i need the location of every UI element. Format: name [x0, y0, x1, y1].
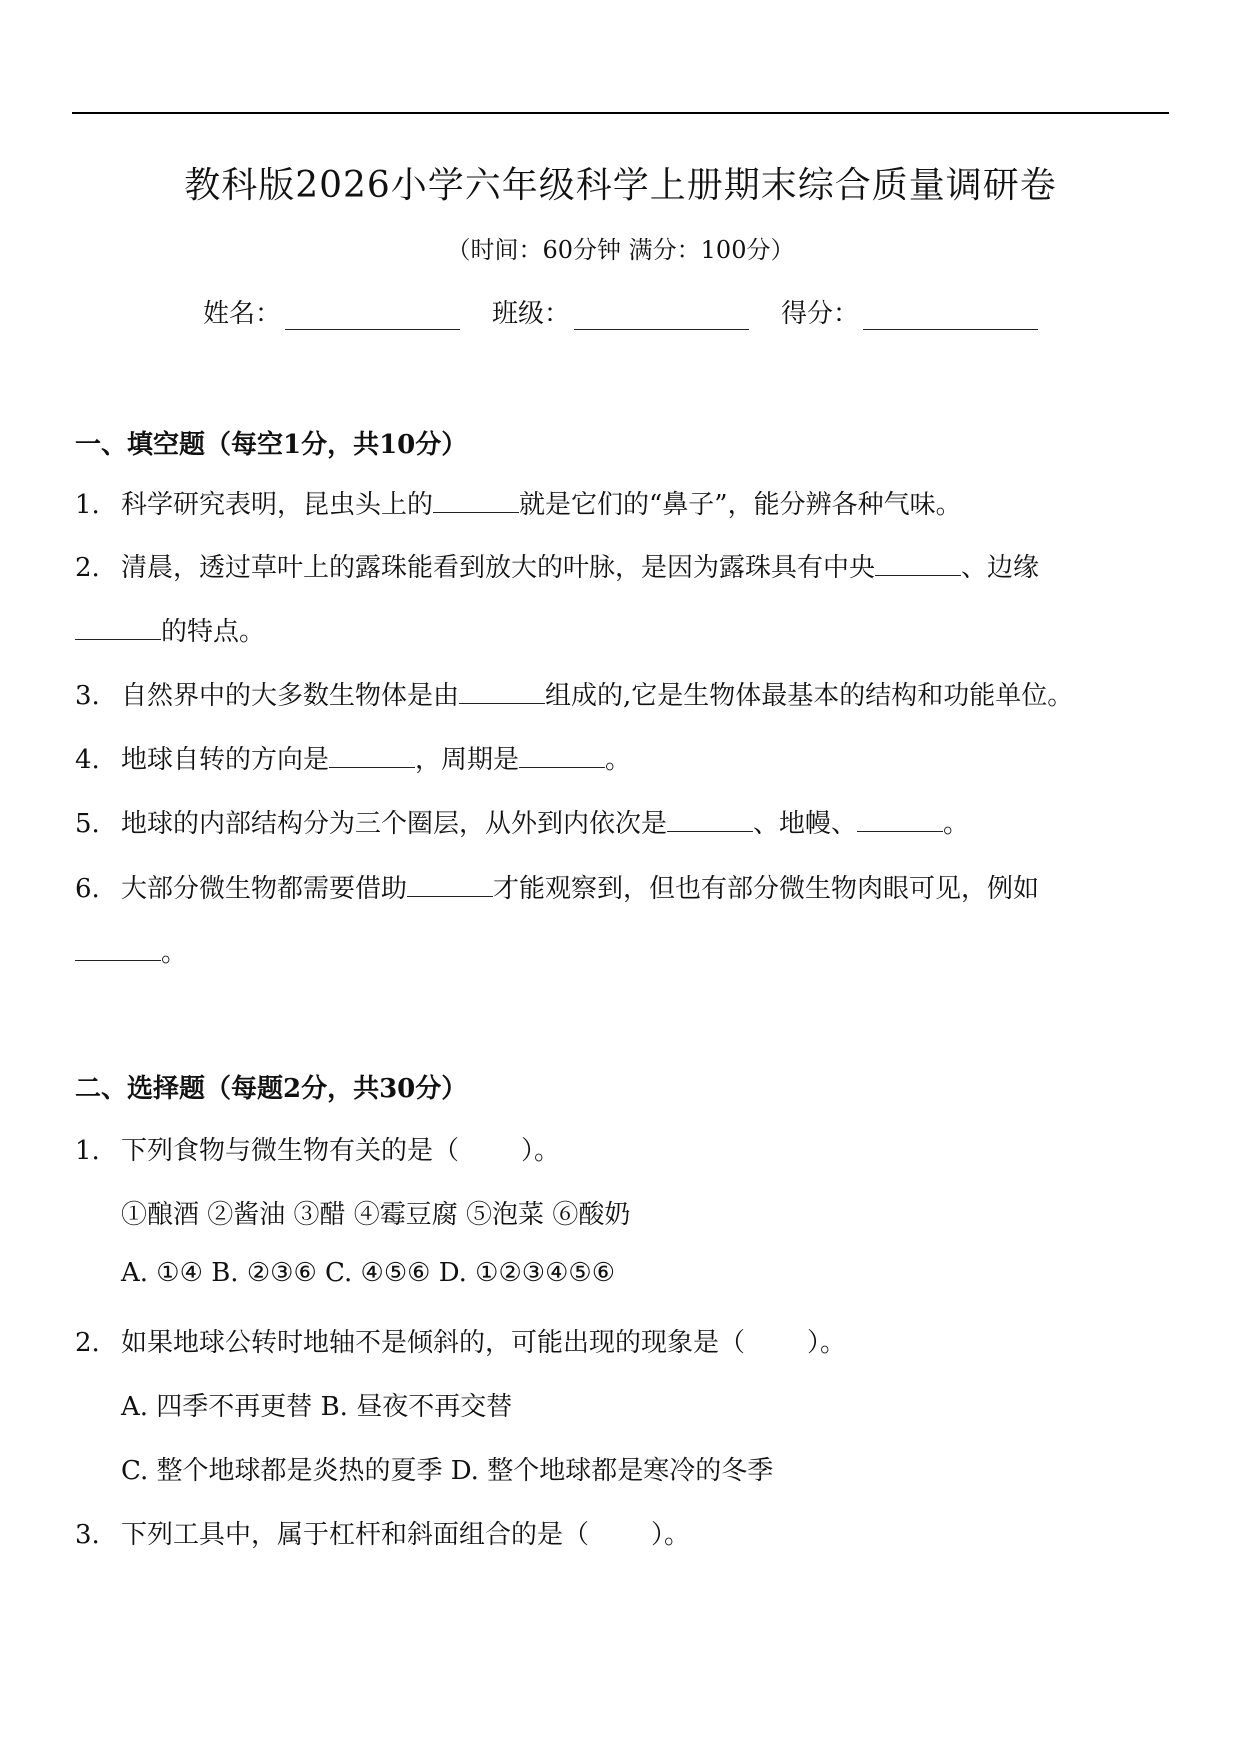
answer-blank[interactable] — [75, 617, 161, 640]
answer-blank[interactable] — [857, 809, 943, 832]
question-text: 。 — [605, 745, 632, 775]
answer-blank[interactable] — [459, 681, 545, 704]
question-text: 大部分微生物都需要借助 — [121, 874, 408, 904]
question-text: 的特点。 — [161, 617, 266, 647]
question-text: 清晨，透过草叶上的露珠能看到放大的叶脉，是因为露珠具有中央 — [121, 553, 876, 583]
class-field[interactable] — [492, 293, 749, 330]
student-info — [0, 293, 1241, 330]
question-number: 3. — [75, 681, 100, 711]
question-1-6-cont — [75, 932, 187, 969]
score-blank[interactable] — [863, 299, 1038, 330]
question-text: 、地幔、 — [753, 809, 858, 839]
name-field[interactable] — [203, 293, 460, 330]
answer-blank[interactable] — [329, 745, 415, 768]
question-2-2 — [75, 1322, 846, 1359]
question-text: 如果地球公转时地轴不是倾斜的，可能出现的现象是（ — [121, 1328, 746, 1358]
question-number: 2. — [75, 553, 100, 583]
question-2-2-options-cd: C. 整个地球都是炎热的夏季 D. 整个地球都是寒冷的冬季 — [121, 1456, 774, 1486]
question-1-1 — [75, 484, 962, 521]
question-1-4 — [75, 739, 631, 776]
question-2-1-options: A. ①④ B. ②③⑥ C. ④⑤⑥ D. ①②③④⑤⑥ — [121, 1258, 615, 1288]
score-label: 得分： — [781, 299, 860, 329]
question-number: 3. — [75, 1520, 100, 1550]
question-2-3 — [75, 1514, 690, 1551]
question-1-5 — [75, 803, 969, 840]
section-heading-choice: 二、选择题（每题2分，共30分） — [75, 1074, 468, 1104]
question-1-6 — [75, 868, 1039, 905]
question-1-2-cont — [75, 611, 265, 648]
question-text: ）。 — [651, 1520, 691, 1550]
answer-blank[interactable] — [875, 553, 961, 576]
question-text: 。 — [943, 809, 970, 839]
question-text: 就是它们的“鼻子”，能分辨各种气味。 — [519, 490, 962, 520]
question-text: 自然界中的大多数生物体是由 — [121, 681, 460, 711]
class-blank[interactable] — [574, 299, 749, 330]
page-title: 教科版2026小学六年级科学上册期末综合质量调研卷 — [184, 165, 1057, 206]
question-1-3 — [75, 675, 1073, 712]
name-label: 姓名： — [202, 299, 281, 329]
question-text: 下列食物与微生物有关的是（ — [121, 1136, 460, 1166]
question-number: 1. — [75, 490, 100, 520]
question-number: 5. — [75, 809, 100, 839]
question-number: 1. — [75, 1136, 100, 1166]
question-1-2 — [75, 547, 1039, 584]
section-heading-fill-in: 一、填空题（每空1分，共10分） — [75, 430, 468, 460]
class-label: 班级： — [491, 299, 570, 329]
question-number: 6. — [75, 874, 100, 904]
question-text: ，周期是 — [415, 745, 520, 775]
question-2-1-items: ①酿酒 ②酱油 ③醋 ④霉豆腐 ⑤泡菜 ⑥酸奶 — [121, 1200, 631, 1230]
question-text: 下列工具中，属于杠杆和斜面组合的是（ — [121, 1520, 590, 1550]
question-text: ）。 — [807, 1328, 847, 1358]
exam-info: （时间：60分钟 满分：100分） — [446, 236, 795, 264]
question-text: 组成的,它是生物体最基本的结构和功能单位。 — [545, 681, 1074, 711]
question-number: 2. — [75, 1328, 100, 1358]
question-text: 地球的内部结构分为三个圈层，从外到内依次是 — [121, 809, 668, 839]
answer-blank[interactable] — [667, 809, 753, 832]
score-field[interactable] — [781, 293, 1038, 330]
question-text: ）。 — [521, 1136, 561, 1166]
answer-blank[interactable] — [519, 745, 605, 768]
question-2-1 — [75, 1130, 560, 1167]
answer-blank[interactable] — [407, 874, 493, 897]
question-text: 科学研究表明，昆虫头上的 — [121, 490, 434, 520]
answer-blank[interactable] — [433, 490, 519, 513]
question-text: 、边缘 — [961, 553, 1040, 583]
answer-blank[interactable] — [75, 938, 161, 961]
question-2-2-options-ab: A. 四季不再更替 B. 昼夜不再交替 — [121, 1392, 513, 1422]
question-text: 。 — [161, 938, 188, 968]
question-text: 才能观察到，但也有部分微生物肉眼可见，例如 — [493, 874, 1040, 904]
question-number: 4. — [75, 745, 100, 775]
top-rule — [72, 112, 1169, 114]
name-blank[interactable] — [285, 299, 460, 330]
question-text: 地球自转的方向是 — [121, 745, 330, 775]
